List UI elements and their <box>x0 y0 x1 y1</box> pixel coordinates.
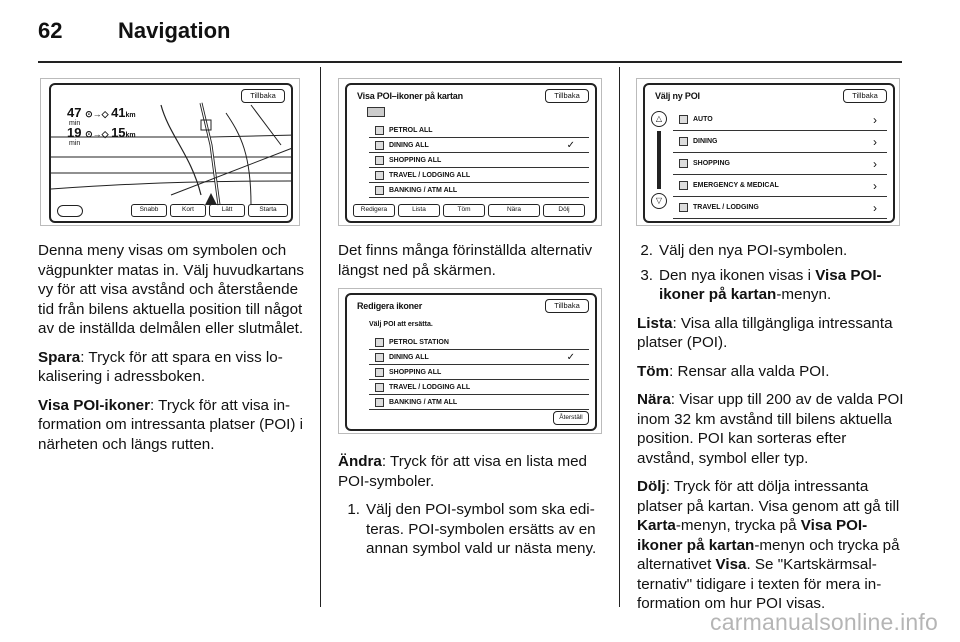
map-screen <box>49 83 293 223</box>
step-3-post: -menyn. <box>776 286 832 303</box>
poi-row-dining[interactable] <box>369 138 589 153</box>
new-poi-row-label: SHOPPING <box>693 160 730 167</box>
medical-icon <box>679 181 688 190</box>
scroll-up-icon[interactable]: △ <box>651 111 667 127</box>
step-number: 2. <box>640 242 653 259</box>
route-button-fast[interactable]: Snabb <box>131 204 167 217</box>
edit-row-label: PETROL STATION <box>389 339 449 346</box>
dining-icon <box>375 141 384 150</box>
header-rule <box>38 61 902 63</box>
route-button-short[interactable]: Kort <box>170 204 206 217</box>
dolj-term: Dölj <box>637 478 666 495</box>
banking-icon <box>375 398 384 407</box>
visa-term: Visa POI-ikoner <box>38 396 150 414</box>
eta-1-dist-unit: km <box>125 112 136 119</box>
poi-row-label: PETROL ALL <box>389 127 433 134</box>
col1-intro: Denna meny visas om symbolen och vägpunkter matas in. Välj huvudkartans vy för att visa avstånd och återstående tid från bilens aktuella position till något av de inställda delmålen eller slutmålet. <box>38 242 304 337</box>
reset-button[interactable]: Återställ <box>553 411 589 425</box>
andra-term: Ändra <box>338 453 382 470</box>
travel-icon <box>375 171 384 180</box>
new-poi-row-label: AUTO <box>693 116 713 123</box>
lista-term: Lista <box>637 314 673 332</box>
poi-row-banking[interactable] <box>369 183 589 198</box>
new-poi-row-auto[interactable] <box>673 109 887 131</box>
petrol-icon <box>375 338 384 347</box>
poi-row-label: SHOPPING ALL <box>389 157 442 164</box>
watermark: carmanualsonline.info <box>710 609 938 635</box>
column-2-bottom <box>338 452 610 564</box>
new-poi-row-label: EMERGENCY & MEDICAL <box>693 182 779 189</box>
travel-icon <box>375 383 384 392</box>
dining-icon <box>679 137 688 146</box>
poi-row-label: TRAVEL / LODGING ALL <box>389 172 471 179</box>
route-buttons <box>131 204 288 217</box>
banking-icon <box>375 186 384 195</box>
new-poi-row-dining[interactable] <box>673 131 887 153</box>
scroll-down-icon[interactable]: ▽ <box>651 193 667 209</box>
new-poi-screen <box>643 83 895 223</box>
scroll-track[interactable] <box>657 131 661 189</box>
poi-row-petrol[interactable] <box>369 123 589 138</box>
new-poi-row-label: TRAVEL / LODGING <box>693 204 759 211</box>
new-poi-row-travel[interactable] <box>673 197 887 219</box>
poi-icons-list <box>369 123 589 198</box>
spara-paragraph <box>38 348 310 387</box>
edit-row-shopping[interactable] <box>369 365 589 380</box>
nara-paragraph <box>637 390 905 468</box>
step-1 <box>338 500 610 559</box>
edit-icons-back-button[interactable]: Tillbaka <box>545 299 589 313</box>
tom-paragraph <box>637 362 905 382</box>
dolj-text-3: -menyn och trycka på alternativet <box>637 536 900 573</box>
dolj-bold-3: Visa <box>715 556 747 573</box>
list-button[interactable]: Lista <box>398 204 440 217</box>
chevron-right-icon: › <box>873 201 877 215</box>
poi-row-label: BANKING / ATM ALL <box>389 187 458 194</box>
step-3-bold: Visa POI-ikoner på kartan <box>659 266 882 303</box>
chevron-right-icon: › <box>873 135 877 149</box>
route-icon: ⊙→◇ <box>85 109 112 119</box>
eta-row-2 <box>67 125 136 140</box>
step-2 <box>637 241 905 261</box>
page-number: 62 <box>38 18 63 43</box>
column-divider-2 <box>619 67 620 607</box>
chevron-right-icon: › <box>873 113 877 127</box>
nearby-button[interactable]: Nära <box>488 204 540 217</box>
step-text: Välj den nya POI-symbolen. <box>659 242 848 259</box>
poi-icons-title: Visa POI–ikoner på kartan <box>357 91 463 101</box>
andra-paragraph <box>338 452 610 491</box>
eta-2-distance: 15 <box>111 125 126 140</box>
step-number: 3. <box>640 266 653 284</box>
poi-icons-screen <box>345 83 597 223</box>
tom-term: Töm <box>637 362 670 380</box>
edit-icons-title: Redigera ikoner <box>357 301 423 311</box>
shopping-icon <box>375 368 384 377</box>
eta-2-dist-unit: km <box>125 132 136 139</box>
dolj-paragraph <box>637 477 905 614</box>
new-poi-back-button[interactable]: Tillbaka <box>843 89 887 103</box>
nara-text: : Visar upp till 200 av de valda POI inom 32 km avstånd till bilens aktuella position. POI kan sorteras efter avstånd, symbol eller typ. <box>637 391 904 467</box>
map-back-button[interactable]: Tillbaka <box>241 89 285 103</box>
edit-row-travel[interactable] <box>369 380 589 395</box>
dolj-bold-1: Karta <box>637 517 676 534</box>
poi-icons-buttons <box>353 204 585 217</box>
travel-icon <box>679 203 688 212</box>
poi-row-shopping[interactable] <box>369 153 589 168</box>
chevron-right-icon: › <box>873 179 877 193</box>
new-poi-row-emergency[interactable] <box>673 175 887 197</box>
shopping-icon <box>375 156 384 165</box>
new-poi-title: Välj ny POI <box>655 91 700 101</box>
column-divider-1 <box>320 67 321 607</box>
andra-text: : Tryck för att visa en lista med POI-symboler. <box>338 453 587 490</box>
new-poi-row-label: DINING <box>693 138 718 145</box>
spara-term: Spara <box>38 348 81 366</box>
column-3 <box>637 241 905 623</box>
step-3-pre: Den nya ikonen visas i <box>659 266 816 284</box>
eta-1-distance: 41 <box>111 105 126 120</box>
poi-icons-screenshot <box>338 78 602 226</box>
edit-icons-screenshot <box>338 288 602 434</box>
chevron-right-icon: › <box>873 157 877 171</box>
check-icon: ✓ <box>566 352 575 363</box>
new-poi-row-shopping[interactable] <box>673 153 887 175</box>
auto-icon <box>679 115 688 124</box>
poi-row-label: DINING ALL <box>389 142 429 149</box>
edit-row-label: TRAVEL / LODGING ALL <box>389 384 471 391</box>
petrol-icon <box>375 126 384 135</box>
edit-row-label: BANKING / ATM ALL <box>389 399 458 406</box>
visa-paragraph <box>38 396 310 455</box>
column-2-top <box>338 241 610 289</box>
edit-icons-screen <box>345 293 597 431</box>
chapter-title: Navigation <box>118 18 231 43</box>
eta-2-unit: min <box>69 140 81 147</box>
edit-row-dining[interactable] <box>369 350 589 365</box>
clear-button[interactable]: Töm <box>443 204 485 217</box>
edit-row-banking[interactable] <box>369 395 589 410</box>
edit-icons-subtitle: Välj POI att ersätta. <box>369 321 433 328</box>
eta-1-unit: min <box>69 120 81 127</box>
dolj-text-2: -menyn, trycka på <box>675 517 801 534</box>
route-icon: ⊙→◇ <box>85 129 112 139</box>
column-1 <box>38 241 310 463</box>
dolj-text-4: . Se "Kartskärmsalternativ" tidigare i texten för mera information om hur POI visas. <box>637 556 882 612</box>
eta-2-time: 19 <box>67 125 82 140</box>
new-poi-screenshot <box>636 78 900 226</box>
dolj-text-1: : Tryck för att dölja intressanta platser på kartan. Visa genom att gå till <box>637 478 900 515</box>
shopping-icon <box>679 159 688 168</box>
edit-button[interactable]: Redigera <box>353 204 395 217</box>
nara-term: Nära <box>637 391 671 408</box>
map-screenshot <box>40 78 300 226</box>
step-text: Välj den POI-symbol som ska editeras. POI-symbolen ersätts av en annan symbol vald ur nästa meny. <box>366 501 597 557</box>
visa-text: : Tryck för att visa information om intressanta platser (POI) i närheten och längs rutten. <box>38 396 304 453</box>
edit-row-label: DINING ALL <box>389 354 429 361</box>
check-icon: ✓ <box>566 140 575 151</box>
edit-row-petrol[interactable] <box>369 335 589 350</box>
poi-icons-back-button[interactable]: Tillbaka <box>545 89 589 103</box>
lista-paragraph <box>637 314 905 353</box>
eta-row-1 <box>67 105 136 120</box>
edit-icons-list <box>369 335 589 410</box>
new-poi-list <box>673 109 887 219</box>
eta-1-time: 47 <box>67 105 82 120</box>
edit-row-label: SHOPPING ALL <box>389 369 442 376</box>
car-icon <box>57 205 83 217</box>
dining-icon <box>375 353 384 362</box>
step-3 <box>637 266 905 305</box>
poi-row-travel[interactable] <box>369 168 589 183</box>
route-button-easy[interactable]: Lätt <box>209 204 245 217</box>
dolj-bold-2: Visa POI-ikoner på kartan <box>637 517 868 554</box>
tom-text: : Rensar alla valda POI. <box>669 362 830 380</box>
lista-text: : Visa alla tillgängliga intressanta platser (POI). <box>637 314 893 351</box>
step-text <box>659 266 905 305</box>
spara-text: : Tryck för att spara en viss lokalisering i adressboken. <box>38 348 283 385</box>
hide-button[interactable]: Dölj <box>543 204 585 217</box>
col2-intro: Det finns många förinställda alternativ längst ned på skärmen. <box>338 242 593 279</box>
poi-icons-header-icons <box>367 107 385 117</box>
route-button-start[interactable]: Starta <box>248 204 288 217</box>
step-number: 1. <box>347 501 360 518</box>
